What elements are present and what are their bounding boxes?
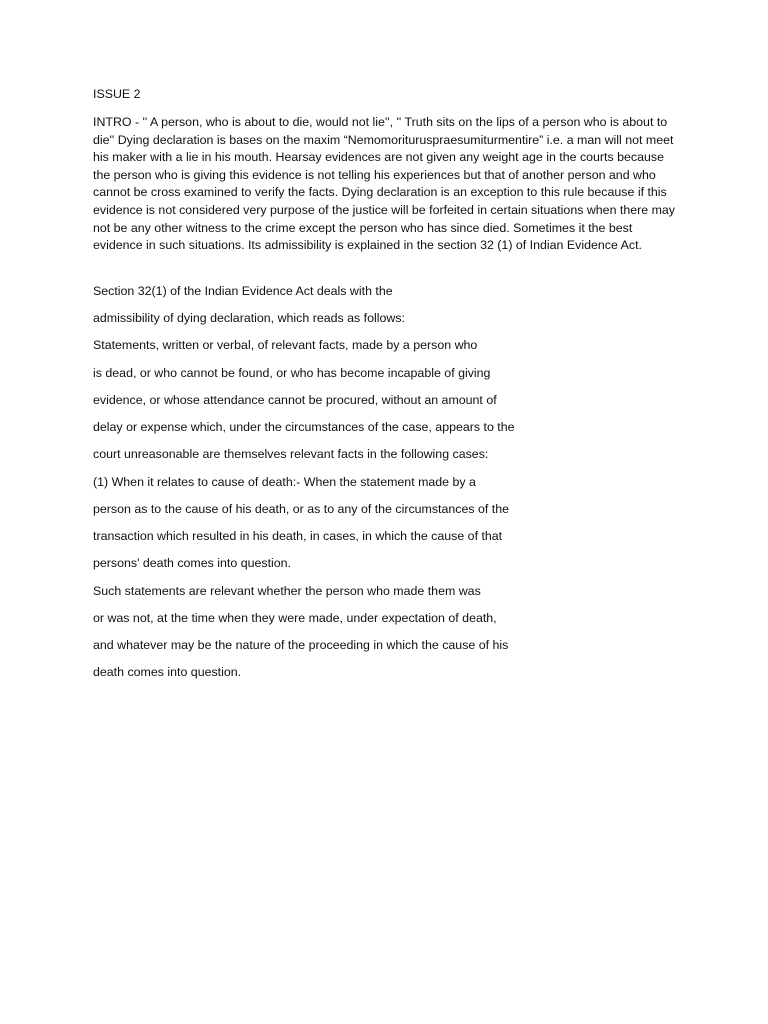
document-heading: ISSUE 2 [93, 87, 141, 101]
section-line: Such statements are relevant whether the person who made them was [93, 584, 481, 598]
section-line: Statements, written or verbal, of relevant facts, made by a person who [93, 338, 478, 352]
intro-line: person who has since died. Sometimes it the best evidence in such situations. Its admissibility is [93, 220, 633, 253]
intro-line: exception to this rule because if this evidence is not considered very purpose of the justice will be [93, 185, 667, 217]
section-line: delay or expense which, under the circumstances of the case, appears to the [93, 420, 515, 434]
section-line: Section 32(1) of the Indian Evidence Act deals with the [93, 284, 393, 298]
section-line: is dead, or who cannot be found, or who has become incapable of giving [93, 366, 491, 380]
intro-line: man will not meet his maker with a lie in his mouth. Hearsay evidences are not given any weight age [93, 132, 674, 165]
intro-line: forfeited in certain situations when there may not be any other witness to the crime except the [93, 202, 676, 235]
intro-line: explained in the section 32 (1) of Indian Evidence Act. [347, 238, 642, 253]
section-line: transaction which resulted in his death, in cases, in which the cause of that [93, 529, 503, 543]
section-line: death comes into question. [93, 665, 242, 679]
section-line: admissibility of dying declaration, which reads as follows: [93, 311, 405, 325]
intro-line: in the courts because the person who is giving this evidence is not telling his experiences but that of [93, 150, 664, 182]
section-line: evidence, or whose attendance cannot be procured, without an amount of [93, 393, 497, 407]
section-line: court unreasonable are themselves relevant facts in the following cases: [93, 447, 489, 461]
section-line: persons' death comes into question. [93, 556, 291, 570]
section-line: (1) When it relates to cause of death:- When the statement made by a [93, 475, 476, 489]
intro-paragraph [93, 114, 678, 255]
intro-line: INTRO - '' A person, who is about to die, would not lie'', '' Truth sits on the lips of a person who is [93, 115, 619, 129]
section-line: or was not, at the time when they were made, under expectation of death, [93, 611, 497, 625]
section-line: person as to the cause of his death, or as to any of the circumstances of the [93, 502, 510, 516]
intro-line: another person and who cannot be cross examined to verify the facts. Dying declaration is an [93, 167, 656, 200]
section-line: and whatever may be the nature of the proceeding in which the cause of his [93, 638, 509, 652]
intro-line: about to die'' Dying declaration is bases on the maxim “Nemomorituruspraesumiturmentire” i.e. a [93, 115, 668, 147]
